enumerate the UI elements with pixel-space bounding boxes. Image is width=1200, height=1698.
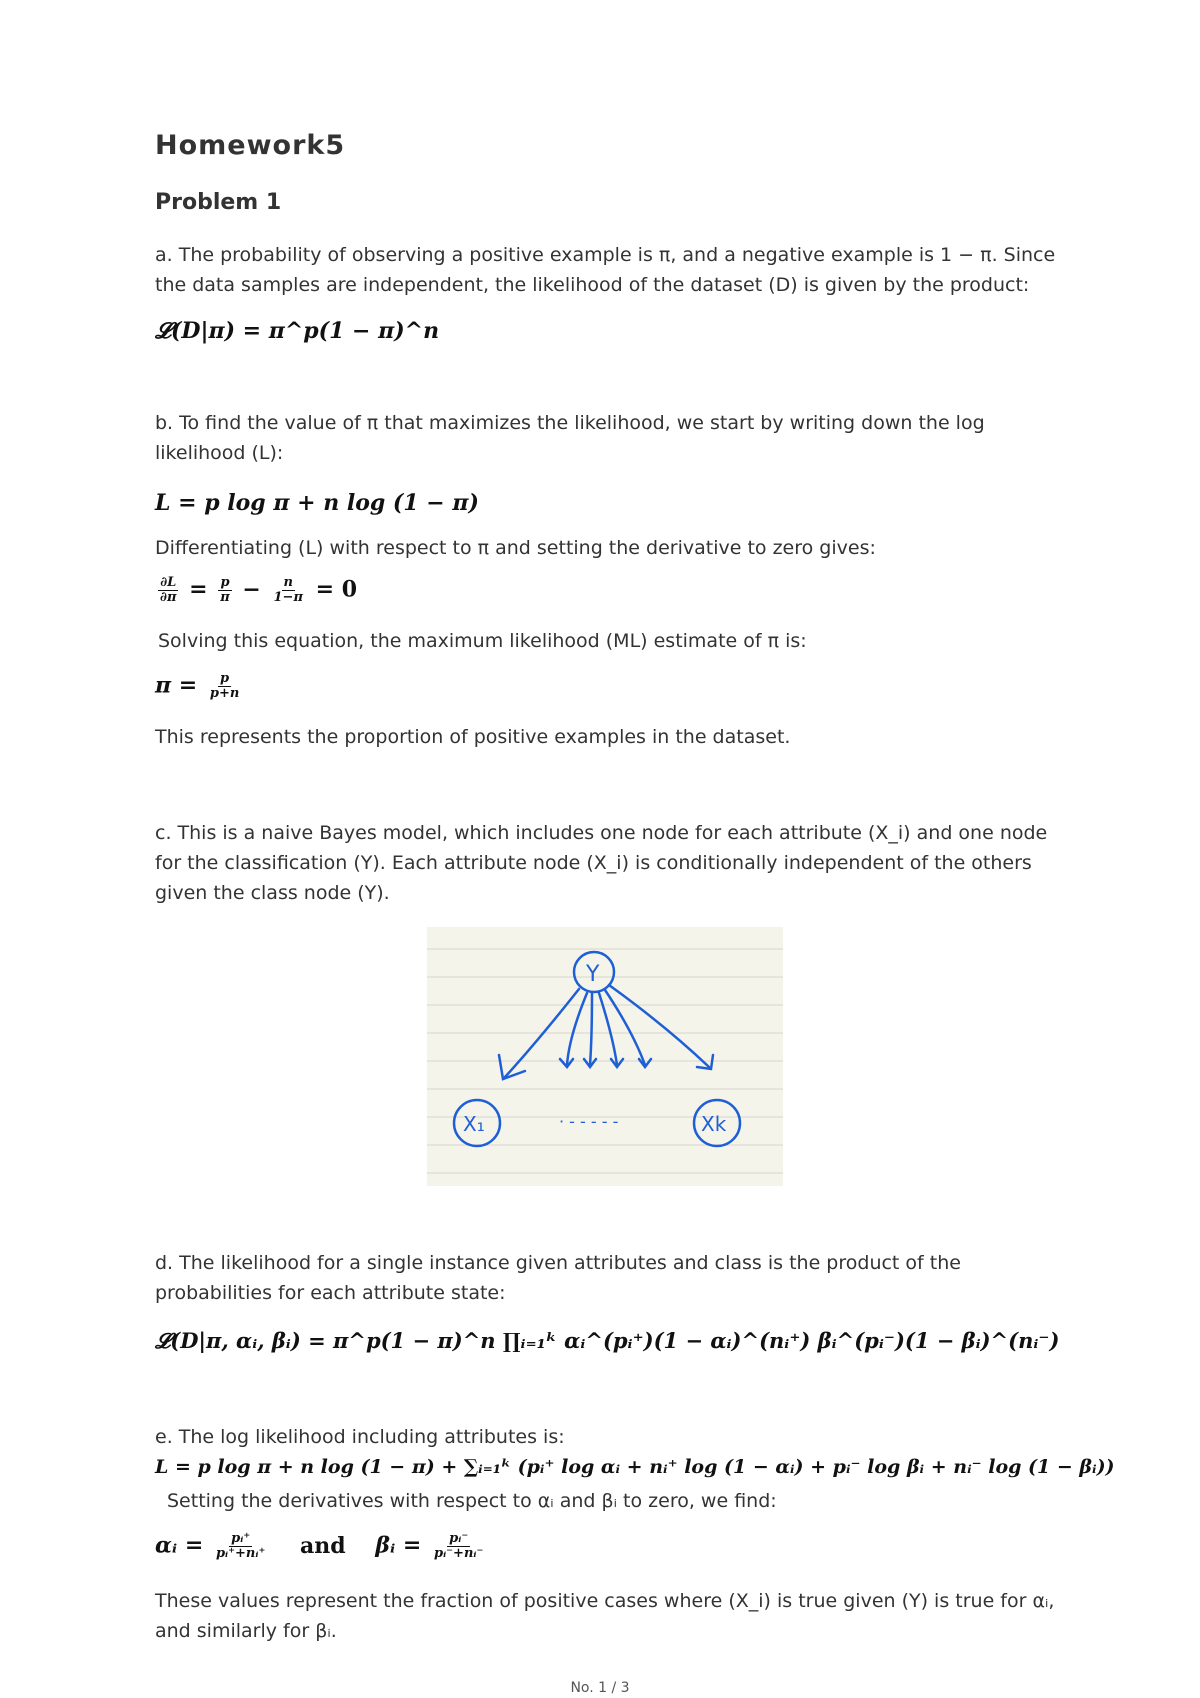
edge-mid-4 bbox=[605, 990, 645, 1065]
part-e-setting-text: Setting the derivatives with respect to αᵢ and βᵢ to zero, we find: bbox=[167, 1490, 777, 1512]
edge-mid-1 bbox=[567, 993, 587, 1065]
page-number-footer: No. 1 / 3 bbox=[570, 1680, 630, 1696]
part-c-text: c. This is a naive Bayes model, which includes one node for each attribute (X_i) and one node for the classification (Y). Each attribute node (X_i) is conditionally independent of the others given the class node (Y). bbox=[155, 822, 1048, 904]
part-a-text: a. The probability of observing a positive example is π, and a negative example is 1 − π. Since the data samples are independent, the likelihood of the dataset (D) is given by the product: bbox=[155, 244, 1056, 296]
part-e-loglik-equation: L = p log π + n log (1 − π) + ∑ᵢ₌₁ᵏ (pᵢ⁺ log αᵢ + nᵢ⁺ log (1 − αᵢ) + pᵢ⁻ log βᵢ + nᵢ⁻ log (1 − βᵢ)) bbox=[155, 1456, 1115, 1478]
problem-heading: Problem 1 bbox=[155, 190, 282, 215]
part-e-solution-equation: αᵢ = $\frac{\text{pᵢ⁺}}{\text{pᵢ⁺+nᵢ⁺}}$ and βᵢ = $\frac{\text{pᵢ⁻}}{\text{pᵢ⁻+nᵢ⁻}}$ bbox=[155, 1531, 484, 1561]
part-b-ml-estimate-equation: π = $\frac{p}{p+n}$ bbox=[155, 671, 240, 701]
page-title: Homework5 bbox=[155, 130, 346, 161]
edge-mid-arrowheads bbox=[560, 1059, 651, 1067]
right-leaf-node-label: Xk bbox=[701, 1112, 727, 1136]
diagram-svg bbox=[427, 927, 783, 1186]
left-leaf-node-label: X₁ bbox=[463, 1112, 485, 1136]
edge-right bbox=[609, 985, 709, 1067]
part-b-derivative-equation: $\frac{\partial L}{\partial\pi}$ = $\frac{p}{\pi}$ − $\frac{n}{1-\pi}$ = 0 bbox=[160, 575, 358, 605]
edge-mid-2 bbox=[590, 993, 592, 1065]
part-d-equation: 𝓛(D|π, αᵢ, βᵢ) = π^p(1 − π)^n ∏ᵢ₌₁ᵏ αᵢ^(pᵢ⁺)(1 − αᵢ)^(nᵢ⁺) βᵢ^(pᵢ⁻)(1 − βᵢ)^(nᵢ⁻) bbox=[155, 1328, 1060, 1353]
part-e-text: e. The log likelihood including attributes is: bbox=[155, 1426, 565, 1448]
part-b-text: b. To find the value of π that maximizes the likelihood, we start by writing down the log likelihood (L): bbox=[155, 412, 985, 464]
naive-bayes-diagram bbox=[427, 927, 783, 1186]
part-b-differentiate-text: Differentiating (L) with respect to π and setting the derivative to zero gives: bbox=[155, 537, 876, 559]
part-e-fraction-text: These values represent the fraction of positive cases where (X_i) is true given (Y) is true for αᵢ, and similarly for βᵢ. bbox=[155, 1590, 1055, 1642]
part-a-equation: 𝓛(D|π) = π^p(1 − π)^n bbox=[155, 318, 440, 344]
part-d-text: d. The likelihood for a single instance given attributes and class is the product of the probabilities for each attribute state: bbox=[155, 1252, 961, 1304]
part-b-proportion-text: This represents the proportion of positive examples in the dataset. bbox=[155, 726, 791, 748]
root-node-label: Y bbox=[586, 962, 600, 987]
notebook-rule-lines bbox=[427, 949, 783, 1173]
part-b-loglik-equation: L = p log π + n log (1 − π) bbox=[155, 490, 479, 516]
ellipsis-dots: · - - - - - bbox=[559, 1112, 619, 1131]
part-b-solving-text: Solving this equation, the maximum likelihood (ML) estimate of π is: bbox=[158, 630, 807, 652]
